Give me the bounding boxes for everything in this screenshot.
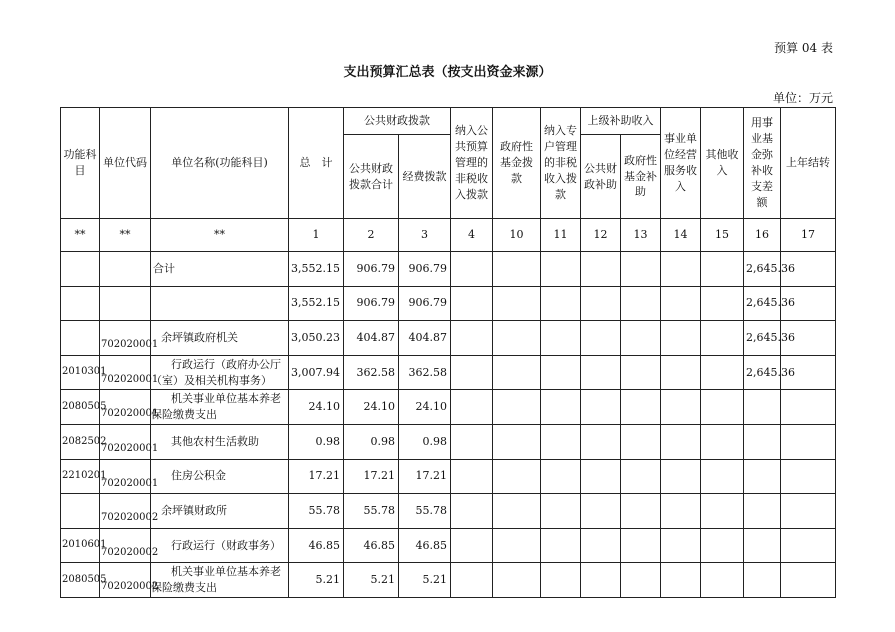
- funding-cell: 362.58: [399, 355, 451, 390]
- empty-cell: [701, 494, 744, 529]
- unit-code-cell: [100, 252, 151, 287]
- empty-cell: [701, 459, 744, 494]
- pf-total-cell: 906.79: [344, 252, 399, 287]
- other-income-cell: [744, 390, 781, 425]
- total-cell: 5.21: [289, 563, 344, 598]
- empty-cell: [661, 252, 701, 287]
- table-row: [61, 563, 836, 598]
- unit-name-line: 保险缴费支出: [151, 408, 217, 422]
- empty-cell: [451, 459, 493, 494]
- empty-cell: [661, 321, 701, 356]
- empty-cell: [661, 286, 701, 321]
- index-cell: 1: [289, 219, 344, 252]
- func-subject-cell: 2210201: [61, 459, 100, 494]
- empty-cell: [781, 424, 836, 459]
- unit-code-cell: 702020001: [100, 355, 151, 390]
- empty-cell: [581, 528, 621, 563]
- empty-cell: [541, 424, 581, 459]
- unit-name-line: 行政运行（政府办公厅: [171, 357, 281, 371]
- funding-cell: 55.78: [399, 494, 451, 529]
- unit-name-line: 机关事业单位基本养老: [171, 565, 281, 579]
- funding-cell: 0.98: [399, 424, 451, 459]
- empty-cell: [661, 494, 701, 529]
- empty-cell: [493, 286, 541, 321]
- unit-name-cell: 合计: [151, 252, 289, 287]
- unit-code-cell: 702020002: [100, 528, 151, 563]
- index-cell: 15: [701, 219, 744, 252]
- header-upper-public: 公共财政补助: [581, 135, 621, 219]
- table-row: [61, 459, 836, 494]
- index-cell: 3: [399, 219, 451, 252]
- empty-cell: [781, 390, 836, 425]
- table-row: [61, 252, 836, 287]
- table-row: [61, 494, 836, 529]
- funding-cell: 404.87: [399, 321, 451, 356]
- empty-cell: [493, 528, 541, 563]
- other-income-cell: 2,645.36: [744, 355, 781, 390]
- other-income-cell: [744, 528, 781, 563]
- empty-cell: [581, 321, 621, 356]
- header-public-finance: 公共财政拨款: [344, 108, 451, 135]
- empty-cell: [493, 321, 541, 356]
- empty-cell: [781, 459, 836, 494]
- header-unit-name: 单位名称(功能科目): [151, 108, 289, 219]
- index-cell: 11: [541, 219, 581, 252]
- empty-cell: [701, 321, 744, 356]
- func-subject-cell: 2082502: [61, 424, 100, 459]
- funding-cell: 906.79: [399, 286, 451, 321]
- empty-cell: [621, 563, 661, 598]
- pf-total-cell: 55.78: [344, 494, 399, 529]
- empty-cell: [541, 355, 581, 390]
- unit-name-cell: 其他农村生活救助: [151, 424, 289, 459]
- empty-cell: [581, 424, 621, 459]
- empty-cell: [621, 528, 661, 563]
- header-nontax-budget: 纳入公共预算管理的非税收入拨款: [451, 108, 493, 219]
- empty-cell: [621, 459, 661, 494]
- pf-total-cell: 46.85: [344, 528, 399, 563]
- empty-cell: [661, 459, 701, 494]
- funding-cell: 17.21: [399, 459, 451, 494]
- funding-cell: 24.10: [399, 390, 451, 425]
- empty-cell: [541, 528, 581, 563]
- header-other-income: 其他收入: [701, 108, 744, 219]
- func-subject-cell: 2010301: [61, 355, 100, 390]
- empty-cell: [781, 563, 836, 598]
- empty-cell: [541, 459, 581, 494]
- empty-cell: [451, 390, 493, 425]
- index-cell: 10: [493, 219, 541, 252]
- unit-code-cell: 702020001: [100, 390, 151, 425]
- empty-cell: [621, 355, 661, 390]
- unit-name-cell: [151, 563, 289, 598]
- empty-cell: [781, 528, 836, 563]
- unit-code-cell: 702020001: [100, 424, 151, 459]
- empty-cell: [621, 494, 661, 529]
- header-total: 总 计: [289, 108, 344, 219]
- other-income-cell: 2,645.36: [744, 252, 781, 287]
- page-code: 预算 04 表: [774, 41, 833, 55]
- empty-cell: [701, 286, 744, 321]
- empty-cell: [581, 494, 621, 529]
- index-cell: 16: [744, 219, 781, 252]
- empty-cell: [541, 321, 581, 356]
- empty-cell: [493, 424, 541, 459]
- empty-cell: [541, 563, 581, 598]
- unit-name-cell: [151, 390, 289, 425]
- func-subject-cell: 2080505: [61, 390, 100, 425]
- table-row: [61, 424, 836, 459]
- total-cell: 3,552.15: [289, 252, 344, 287]
- index-cell: **: [100, 219, 151, 252]
- total-cell: 3,050.23: [289, 321, 344, 356]
- index-cell: 14: [661, 219, 701, 252]
- header-unit-code: 单位代码: [100, 108, 151, 219]
- empty-cell: [621, 321, 661, 356]
- empty-cell: [581, 286, 621, 321]
- unit-name-cell: 余坪镇财政所: [151, 494, 289, 529]
- pf-total-cell: 5.21: [344, 563, 399, 598]
- header-last-year: 上年结转: [781, 108, 836, 219]
- empty-cell: [493, 459, 541, 494]
- empty-cell: [661, 390, 701, 425]
- empty-cell: [581, 390, 621, 425]
- page-title: 支出预算汇总表（按支出资金来源）: [343, 65, 552, 80]
- unit-name-cell: [151, 286, 289, 321]
- total-cell: 46.85: [289, 528, 344, 563]
- empty-cell: [451, 563, 493, 598]
- empty-cell: [451, 424, 493, 459]
- empty-cell: [621, 286, 661, 321]
- unit-name-cell: 住房公积金: [151, 459, 289, 494]
- unit-name-cell: 余坪镇政府机关: [151, 321, 289, 356]
- unit-code-cell: 702020002: [100, 563, 151, 598]
- unit-name-cell: 行政运行（财政事务）: [151, 528, 289, 563]
- empty-cell: [451, 528, 493, 563]
- other-income-cell: 2,645.36: [744, 286, 781, 321]
- empty-cell: [701, 424, 744, 459]
- total-cell: 55.78: [289, 494, 344, 529]
- table-row: [61, 528, 836, 563]
- func-subject-cell: [61, 494, 100, 529]
- total-cell: 24.10: [289, 390, 344, 425]
- total-cell: 3,007.94: [289, 355, 344, 390]
- other-income-cell: 2,645.36: [744, 321, 781, 356]
- empty-cell: [661, 424, 701, 459]
- index-cell: 13: [621, 219, 661, 252]
- header-special-nontax: 纳入专户管理的非税收入拨款: [541, 108, 581, 219]
- header-upper-gov-fund: 政府性基金补助: [621, 135, 661, 219]
- funding-cell: 5.21: [399, 563, 451, 598]
- total-cell: 17.21: [289, 459, 344, 494]
- func-subject-cell: 2010601: [61, 528, 100, 563]
- empty-cell: [621, 390, 661, 425]
- pf-total-cell: 362.58: [344, 355, 399, 390]
- table-row: [61, 286, 836, 321]
- empty-cell: [581, 355, 621, 390]
- empty-cell: [701, 390, 744, 425]
- empty-cell: [701, 528, 744, 563]
- empty-cell: [451, 286, 493, 321]
- empty-cell: [493, 355, 541, 390]
- total-cell: 0.98: [289, 424, 344, 459]
- empty-cell: [451, 321, 493, 356]
- empty-cell: [581, 252, 621, 287]
- funding-cell: 46.85: [399, 528, 451, 563]
- empty-cell: [581, 459, 621, 494]
- header-funding: 经费拨款: [399, 135, 451, 219]
- other-income-cell: [744, 459, 781, 494]
- header-pf-total: 公共财政拨款合计: [344, 135, 399, 219]
- budget-table: [60, 107, 836, 598]
- empty-cell: [781, 494, 836, 529]
- index-cell: 2: [344, 219, 399, 252]
- table-row: [61, 355, 836, 390]
- unit-code-cell: [100, 286, 151, 321]
- header-gov-fund: 政府性基金拨款: [493, 108, 541, 219]
- header-institution-ops: 事业单位经营服务收入: [661, 108, 701, 219]
- pf-total-cell: 404.87: [344, 321, 399, 356]
- unit-code-cell: 702020002: [100, 494, 151, 529]
- empty-cell: [661, 528, 701, 563]
- func-subject-cell: 2080505: [61, 563, 100, 598]
- empty-cell: [451, 252, 493, 287]
- pf-total-cell: 24.10: [344, 390, 399, 425]
- func-subject-cell: [61, 252, 100, 287]
- empty-cell: [621, 252, 661, 287]
- unit-label: 单位：万元: [772, 91, 833, 105]
- index-cell: **: [151, 219, 289, 252]
- other-income-cell: [744, 494, 781, 529]
- empty-cell: [701, 252, 744, 287]
- empty-cell: [541, 252, 581, 287]
- index-cell: **: [61, 219, 100, 252]
- header-fund-gap: 用事业基金弥补收支差额: [744, 108, 781, 219]
- unit-name-cell: [151, 355, 289, 390]
- table-row: [61, 390, 836, 425]
- unit-name-line: 机关事业单位基本养老: [171, 392, 281, 406]
- index-row: [61, 219, 836, 252]
- empty-cell: [493, 494, 541, 529]
- table-row: [61, 321, 836, 356]
- unit-name-line: 保险缴费支出: [151, 581, 217, 595]
- empty-cell: [493, 252, 541, 287]
- empty-cell: [541, 286, 581, 321]
- empty-cell: [661, 355, 701, 390]
- func-subject-cell: [61, 286, 100, 321]
- header-func-subject: 功能科目: [61, 108, 100, 219]
- empty-cell: [701, 355, 744, 390]
- empty-cell: [493, 563, 541, 598]
- index-cell: 17: [781, 219, 836, 252]
- empty-cell: [581, 563, 621, 598]
- empty-cell: [493, 390, 541, 425]
- funding-cell: 906.79: [399, 252, 451, 287]
- pf-total-cell: 0.98: [344, 424, 399, 459]
- pf-total-cell: 17.21: [344, 459, 399, 494]
- empty-cell: [661, 563, 701, 598]
- other-income-cell: [744, 424, 781, 459]
- empty-cell: [701, 563, 744, 598]
- empty-cell: [451, 494, 493, 529]
- empty-cell: [541, 390, 581, 425]
- unit-code-cell: 702020001: [100, 459, 151, 494]
- index-cell: 12: [581, 219, 621, 252]
- unit-code-cell: 702020001: [100, 321, 151, 356]
- empty-cell: [621, 424, 661, 459]
- header-upper-subsidy: 上级补助收入: [581, 108, 661, 135]
- empty-cell: [451, 355, 493, 390]
- pf-total-cell: 906.79: [344, 286, 399, 321]
- total-cell: 3,552.15: [289, 286, 344, 321]
- unit-name-line: （室）及相关机构事务）: [151, 373, 272, 387]
- index-cell: 4: [451, 219, 493, 252]
- other-income-cell: [744, 563, 781, 598]
- func-subject-cell: [61, 321, 100, 356]
- empty-cell: [541, 494, 581, 529]
